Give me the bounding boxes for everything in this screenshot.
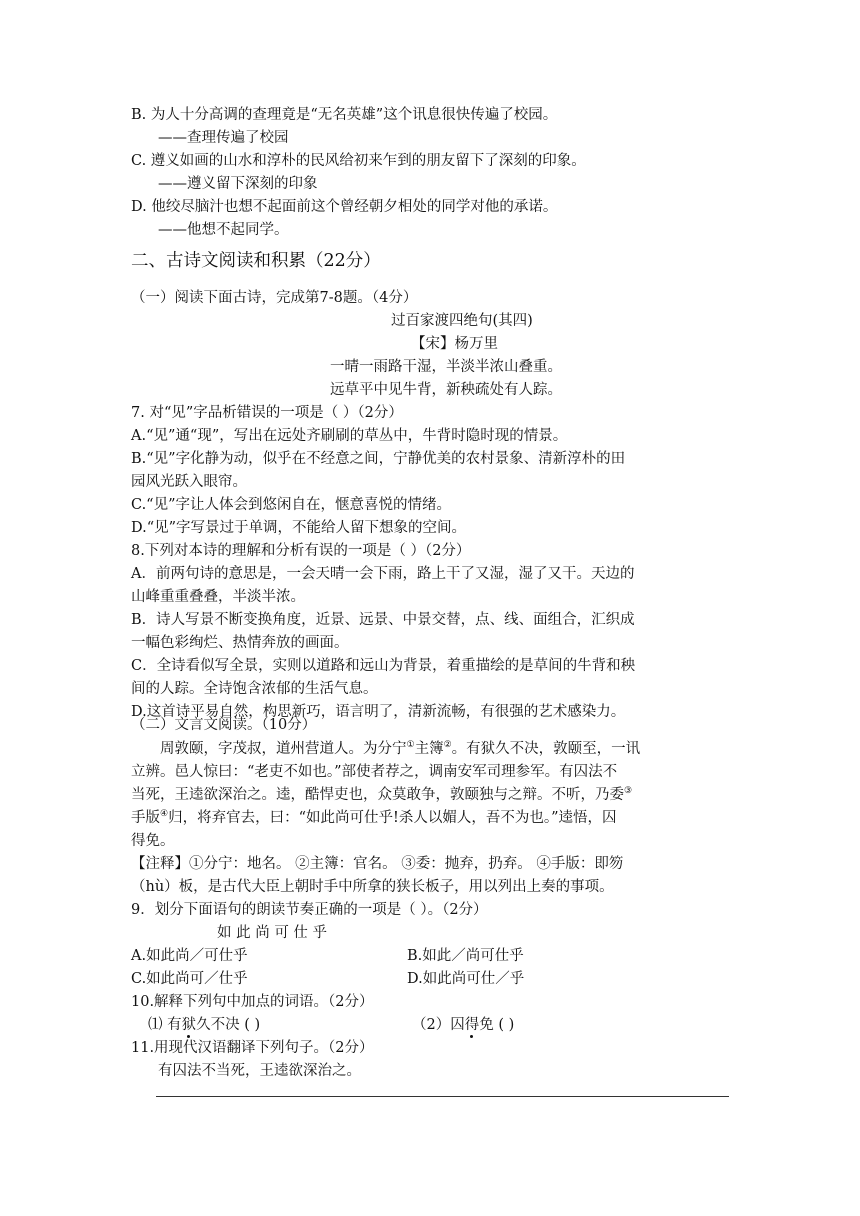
q8-option-a-line1: A．前两句诗的意思是，一会天晴一会下雨，路上干了又湿，湿了又干。天边的	[131, 566, 635, 582]
footnote-marker: ①	[406, 740, 415, 750]
q8-option-a-line2: 山峰重重叠叠，半淡半浓。	[131, 589, 305, 605]
passage-text: 归，将弃官去，曰：“如此尚可仕乎!杀人以媚人，吾不为也。”逵悟，囚	[168, 810, 617, 826]
q10-text: （2）囚	[412, 1017, 465, 1033]
passage-line-3	[131, 784, 632, 808]
dotted-word: 得	[464, 1017, 480, 1033]
poem-line-2: 远草平中见牛背，新秧疏处有人踪。	[330, 382, 562, 398]
footnote-marker: ④	[160, 809, 169, 819]
q10-text: 久不决 ( )	[196, 1017, 261, 1033]
q11-stem: 11.用现代汉语翻译下列句子。（2分）	[131, 1040, 374, 1056]
passage-line-2: 立辨。邑人惊曰：“老吏不如也。”部使者荐之，调南安军司理参军。有囚法不	[131, 764, 618, 780]
q9-sentence: 如 此 尚 可 仕 乎	[217, 925, 328, 941]
q7-option-d: D.“见”字写景过于单调，不能给人留下想象的空间。	[131, 520, 467, 536]
q9-option-d: D.如此尚可仕／乎	[407, 971, 525, 987]
q7-option-b-line2: 园风光跃入眼帘。	[131, 474, 247, 490]
passage-text: 主簿	[414, 741, 444, 757]
part1-intro: （一）阅读下面古诗，完成第7-8题。（4分）	[131, 290, 418, 306]
q7-stem: 7. 对“见”字品析错误的一项是（ ）（2分）	[131, 405, 403, 421]
q6-option-c-answer: ——遵义留下深刻的印象	[158, 176, 318, 192]
part2-intro: （二）文言文阅读。（10分）	[131, 717, 317, 733]
footnote-marker: ②	[443, 740, 452, 750]
q7-option-a: A.“见”通“现”，写出在远处齐刷刷的草丛中，牛背时隐时现的情景。	[131, 428, 568, 444]
q6-option-d: D. 他绞尽脑汁也想不起面前这个曾经朝夕相处的同学对他的承诺。	[131, 199, 558, 215]
notes-line-2: （hù）板，是古代大臣上朝时手中所拿的狭长板子，用以列出上奏的事项。	[131, 879, 614, 895]
section-heading: 二、古诗文阅读和积累（22分）	[131, 251, 381, 271]
dotted-word: 狱	[181, 1017, 197, 1033]
q6-option-b: B. 为人十分高调的查理竟是“无名英雄”这个讯息很快传遍了校园。	[131, 107, 558, 123]
poem-title: 过百家渡四绝句(其四)	[391, 313, 533, 329]
notes-line-1: 【注释】①分宁：地名。 ②主簿：官名。 ③委：抛弃，扔弃。 ④手版：即笏	[131, 856, 624, 872]
passage-line-4	[131, 807, 616, 831]
q7-option-b-line1: B.“见”字化静为动，似乎在不经意之间，宁静优美的农村景象、清新淳朴的田	[131, 451, 626, 467]
q10-text: 免 ( )	[479, 1017, 515, 1033]
passage-line-5: 得免。	[131, 833, 175, 849]
q8-option-c-line1: C．全诗看似写全景，实则以道路和远山为背景，着重描绘的是草间的牛背和秧	[131, 658, 636, 674]
passage-text: 当死，王逵欲深治之。逵，酷悍吏也，众莫敢争，敦颐独与之辩。不听，乃委	[131, 787, 624, 803]
q8-stem: 8.下列对本诗的理解和分析有误的一项是（ ）（2分）	[131, 543, 471, 559]
poem-line-1: 一晴一雨路干湿，半淡半浓山叠重。	[330, 359, 562, 375]
passage-line-1	[160, 738, 640, 762]
passage-text: 周敦颐，字茂叔，道州营道人。为分宁	[160, 741, 407, 757]
q7-option-c: C.“见”字让人体会到悠闲自在，惬意喜悦的情绪。	[131, 497, 452, 513]
answer-line[interactable]	[156, 1096, 729, 1097]
q10-item-2	[412, 1014, 514, 1036]
q8-option-c-line2: 间的人踪。全诗饱含浓郁的生活气息。	[131, 681, 378, 697]
q9-option-b: B.如此／尚可仕乎	[407, 948, 524, 964]
q10-item-1	[148, 1014, 260, 1036]
q6-option-b-answer: ——查理传遍了校园	[158, 130, 289, 146]
q8-option-d: D.这首诗平易自然，构思新巧，语言明了，清新流畅，有很强的艺术感染力。	[131, 704, 626, 720]
q9-option-c: C.如此尚可／仕乎	[131, 971, 248, 987]
footnote-marker: ③	[624, 786, 633, 796]
q10-stem: 10.解释下列句中加点的词语。（2分）	[131, 994, 374, 1010]
q10-text: ⑴ 有	[148, 1017, 182, 1033]
q6-option-d-answer: ——他想不起同学。	[158, 222, 289, 238]
q6-option-c: C. 遵义如画的山水和淳朴的民风给初来乍到的朋友留下了深刻的印象。	[131, 153, 586, 169]
q11-sentence: 有囚法不当死，王逵欲深治之。	[158, 1063, 361, 1079]
poem-author: 【宋】杨万里	[411, 336, 498, 352]
q9-stem: 9．划分下面语句的朗读节奏正确的一项是（ ）。（2分）	[131, 902, 488, 918]
passage-text: 。有狱久不决，敦颐至，一讯	[451, 741, 641, 757]
q8-option-b-line1: B．诗人写景不断变换角度，近景、远景、中景交替，点、线、面组合，汇织成	[131, 612, 635, 628]
q8-option-b-line2: 一幅色彩绚烂、热情奔放的画面。	[131, 635, 349, 651]
q9-option-a: A.如此尚／可仕乎	[131, 948, 248, 964]
passage-text: 手版	[131, 810, 160, 826]
